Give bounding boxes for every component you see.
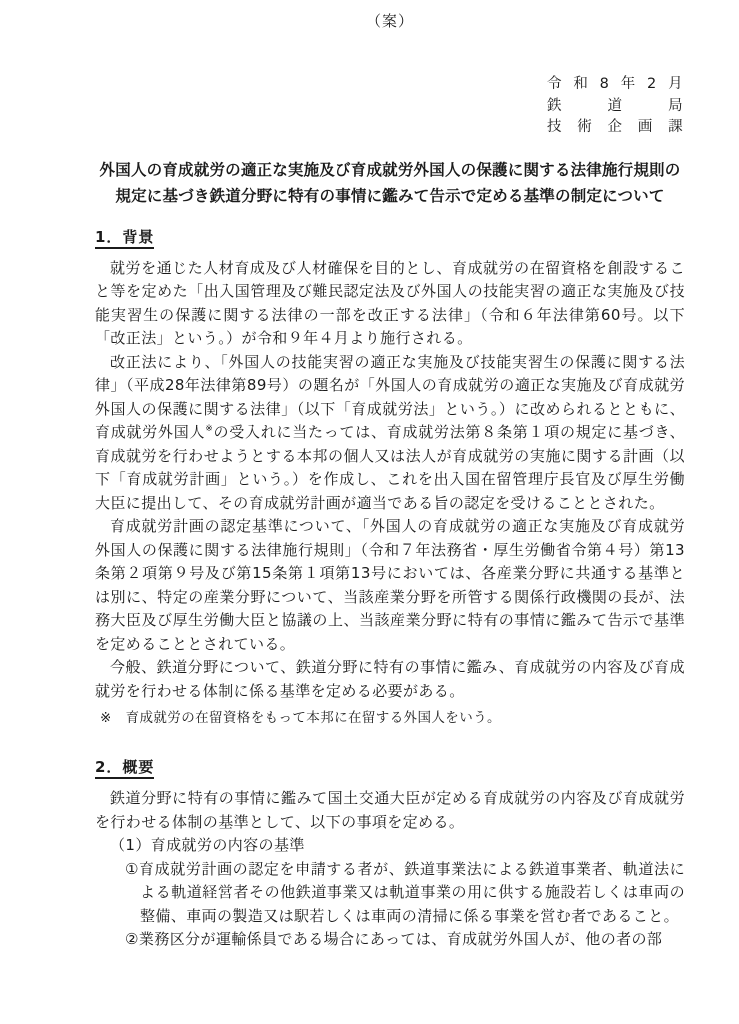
- section-1-paragraph-2: [95, 351, 685, 516]
- document-title-line-1: 外国人の育成就労の適正な実施及び育成就労外国人の保護に関する法律施行規則の: [99, 160, 681, 179]
- section-1-heading-text: 1．背景: [95, 228, 154, 249]
- subsection-1-item-1: ①育成就労計画の認定を申請する者が、鉄道事業法による鉄道事業者、軌道法による軌道経営者その他鉄道事業又は軌道事業の用に供する施設若しくは車両の整備、車両の製造又は駅若しくは車両の清掃に係る事業を営む者であること。: [125, 859, 685, 925]
- subsection-1-item-2: ②業務区分が運輸係員である場合にあっては、育成就労外国人が、他の者の部: [125, 930, 663, 948]
- section-2-paragraph-1: 鉄道分野に特有の事情に鑑みて国土交通大臣が定める育成就労の内容及び育成就労を行わせる体制の基準として、以下の事項を定める。: [95, 789, 685, 831]
- subsection-1-heading: （1）育成就労の内容の基準: [110, 836, 305, 854]
- document-title: [95, 157, 685, 209]
- header-block: [547, 74, 683, 139]
- section-1-paragraph-2-text-a: 改正法により、「外国人の技能実習の適正な実施及び技能実習生の保護に関する法律」（平成28年法律第89号）の題名が「外国人の育成就労の適正な実施及び育成就労外国人の保護に関する法律」（以下「育成就労法」という。）に改められるとともに、育成就労外国人: [95, 352, 685, 441]
- footnote: ※ 育成就労の在留資格をもって本邦に在留する外国人をいう。: [100, 710, 501, 726]
- reference-mark: ※: [205, 424, 214, 434]
- section-1-paragraph-3: 育成就労計画の認定基準について、「外国人の育成就労の適正な実施及び育成就労外国人の保護に関する法律施行規則」（令和７年法務省・厚生労働省令第４号）第13条第２項第９号及び第15条第１項第13号においては、各産業分野に共通する基準とは別に、特定の産業分野について、当該産業分野を所管する関係行政機関の長が、法務大臣及び厚生労働大臣と協議の上、当該産業分野に特有の事情に鑑みて告示で基準を定めることとされている。: [95, 517, 685, 653]
- header-division: 技術企画課: [547, 119, 683, 135]
- document-title-line-2: 規定に基づき鉄道分野に特有の事情に鑑みて告示で定める基準の制定について: [115, 186, 665, 205]
- section-1-paragraph-1: 就労を通じた人材育成及び人材確保を目的とし、育成就労の在留資格を創設すること等を定めた「出入国管理及び難民認定法及び外国人の技能実習の適正な実施及び技能実習生の保護に関する法律の一部を改正する法律」（令和６年法律第60号。以下「改正法」という。）が令和９年４月より施行される。: [95, 258, 685, 347]
- header-bureau: 鉄道局: [547, 97, 683, 114]
- section-1-paragraph-2-text-b: の受入れに当たっては、育成就労法第８条第１項の規定に基づき、育成就労を行わせようとする本邦の個人又は法人が育成就労の実施に関する計画（以下「育成就労計画」という。）を作成し、これを出入国在留管理庁長官及び厚生労働大臣に提出して、その育成就労計画が適当である旨の認定を受けることとされた。: [95, 423, 685, 512]
- draft-label: （案）: [365, 12, 414, 30]
- section-1-heading: [95, 225, 685, 249]
- header-date: 令和8年2月: [547, 76, 683, 92]
- section-2-heading-text: 2．概要: [95, 758, 154, 779]
- section-2-heading: [95, 755, 685, 779]
- section-1-paragraph-4: 今般、鉄道分野について、鉄道分野に特有の事情に鑑み、育成就労の内容及び育成就労を行わせる体制に係る基準を定める必要がある。: [95, 658, 685, 700]
